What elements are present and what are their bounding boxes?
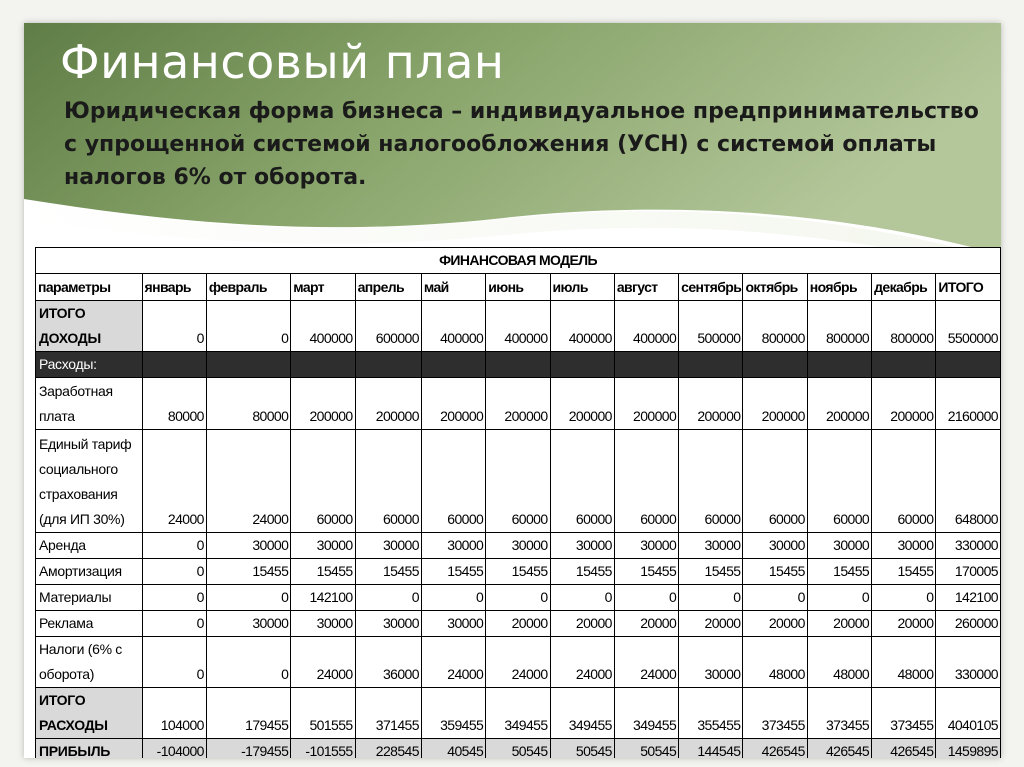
column-header: апрель [355,274,421,301]
table-cell: 0 [206,301,290,352]
table-cell: 30000 [486,533,550,559]
column-header: параметры [36,274,143,301]
table-cell: 200000 [807,378,871,430]
table-cell: 500000 [679,301,743,352]
row-label: Материалы [36,585,143,611]
row-label: Реклама [36,611,143,637]
table-cell: 330000 [936,637,1001,688]
table-cell: 200000 [743,378,807,430]
row-label: Заработная плата [36,378,143,430]
table-cell: 30000 [355,611,421,637]
column-header: сентябрь [679,274,743,301]
table-cell: -179455 [206,739,290,759]
table-cell: 40545 [421,739,485,759]
row-label: ИТОГО ДОХОДЫ [36,301,143,352]
table-cell: 60000 [614,430,678,533]
table-cell: 30000 [421,533,485,559]
financial-model-table [35,247,1001,758]
table-row [36,559,1001,585]
table-cell: 30000 [291,533,355,559]
table-cell: 30000 [872,533,936,559]
row-label: Амортизация [36,559,143,585]
table-cell: 228545 [355,739,421,759]
table-cell: 400000 [486,301,550,352]
slide [24,23,1001,758]
table-cell: 349455 [486,688,550,739]
column-header: январь [142,274,206,301]
table-row [36,533,1001,559]
table-cell: -101555 [291,739,355,759]
table-cell: 426545 [872,739,936,759]
row-label: ПРИБЫЛЬ [36,739,143,759]
table-cell [807,352,871,378]
page-subtitle: Юридическая форма бизнеса – индивидуальное предпринимательство с упрощенной системой налогообложения (УСН) с системой оплаты налогов 6% от оборота. [64,99,979,190]
column-header: март [291,274,355,301]
table-cell: 426545 [743,739,807,759]
table-cell: 50545 [550,739,614,759]
table-cell: 0 [355,585,421,611]
table-cell [872,352,936,378]
row-label: Расходы: [36,352,143,378]
column-header: июль [550,274,614,301]
table-row [36,301,1001,352]
table-cell: 20000 [743,611,807,637]
table-cell: 20000 [550,611,614,637]
table-row [36,378,1001,430]
table-cell: 60000 [550,430,614,533]
table-cell: 349455 [550,688,614,739]
column-header: декабрь [872,274,936,301]
table-cell: 0 [614,585,678,611]
table-cell: 0 [807,585,871,611]
row-label: Единый тариф социального страхования (для ИП 30%) [36,430,143,533]
table-cell: 30000 [679,637,743,688]
row-label: Налоги (6% с оборота) [36,637,143,688]
table-cell: 48000 [807,637,871,688]
table-cell: 20000 [486,611,550,637]
table-cell: 359455 [421,688,485,739]
table-cell: 1459895 [936,739,1001,759]
table-row [36,739,1001,759]
table-cell: 36000 [355,637,421,688]
table-cell: 30000 [807,533,871,559]
table-cell [486,352,550,378]
column-header: ноябрь [807,274,871,301]
table-cell: 104000 [142,688,206,739]
row-label: ИТОГО РАСХОДЫ [36,688,143,739]
table-cell: 60000 [679,430,743,533]
row-label: Аренда [36,533,143,559]
table-cell: 15455 [550,559,614,585]
table-cell: 15455 [486,559,550,585]
table-cell: 373455 [743,688,807,739]
table-cell: 200000 [550,378,614,430]
table-cell: 400000 [291,301,355,352]
table-cell: 50545 [614,739,678,759]
table-cell: 60000 [486,430,550,533]
table-cell [743,352,807,378]
table-cell: 373455 [807,688,871,739]
table-cell [421,352,485,378]
table-cell: 15455 [807,559,871,585]
table-cell: 200000 [614,378,678,430]
table-row [36,688,1001,739]
table-cell: 330000 [936,533,1001,559]
table-cell: 0 [142,585,206,611]
table-cell: 30000 [355,533,421,559]
table-cell: 648000 [936,430,1001,533]
table-cell: 30000 [679,533,743,559]
column-header: май [421,274,485,301]
table-cell: 142100 [936,585,1001,611]
table-cell: 0 [550,585,614,611]
table-cell: 20000 [614,611,678,637]
table-cell: 30000 [421,611,485,637]
table-cell: 400000 [614,301,678,352]
table-cell: 0 [206,637,290,688]
table-cell: 349455 [614,688,678,739]
table-header-row [36,274,1001,301]
table-cell: 15455 [291,559,355,585]
table-cell: 2160000 [936,378,1001,430]
table-cell: 20000 [679,611,743,637]
table-cell: 30000 [291,611,355,637]
table-cell: 0 [142,533,206,559]
table-cell: 200000 [421,378,485,430]
table-cell: 0 [679,585,743,611]
table-cell: 200000 [679,378,743,430]
table-cell: 200000 [486,378,550,430]
table-cell: 30000 [614,533,678,559]
table-cell: 15455 [421,559,485,585]
page-title: Финансовый план [60,35,505,89]
table-cell: 80000 [142,378,206,430]
table-cell: 373455 [872,688,936,739]
table-cell: 170005 [936,559,1001,585]
table-cell: 30000 [743,533,807,559]
table-cell [614,352,678,378]
table-cell: 15455 [679,559,743,585]
table-cell: 24000 [614,637,678,688]
table-cell: 48000 [872,637,936,688]
table-cell: 60000 [872,430,936,533]
table-cell: 24000 [550,637,614,688]
table-cell: 501555 [291,688,355,739]
table-cell: 0 [142,637,206,688]
column-header: ИТОГО [936,274,1001,301]
table-cell: 60000 [421,430,485,533]
table-cell: 200000 [872,378,936,430]
table-cell: 0 [872,585,936,611]
table-cell: 371455 [355,688,421,739]
table-cell: 24000 [291,637,355,688]
table-cell: 0 [743,585,807,611]
table-cell: 24000 [142,430,206,533]
table-cell: 800000 [807,301,871,352]
table-cell: 400000 [550,301,614,352]
table-cell: 0 [142,559,206,585]
table-cell: 15455 [614,559,678,585]
table-caption: ФИНАНСОВАЯ МОДЕЛЬ [36,248,1001,274]
table-cell: 5500000 [936,301,1001,352]
table-cell: 0 [206,585,290,611]
table-cell: 800000 [743,301,807,352]
table-cell [679,352,743,378]
table-cell: 60000 [355,430,421,533]
table-cell: 400000 [421,301,485,352]
table-cell: 30000 [206,611,290,637]
table-cell: 200000 [291,378,355,430]
table-cell: 260000 [936,611,1001,637]
table-cell: 15455 [206,559,290,585]
column-header: февраль [206,274,290,301]
table-row [36,585,1001,611]
table-cell: 60000 [743,430,807,533]
table-cell: 4040105 [936,688,1001,739]
table-row [36,637,1001,688]
table-cell: 200000 [355,378,421,430]
table-cell: 80000 [206,378,290,430]
table-cell: 800000 [872,301,936,352]
table-cell: 600000 [355,301,421,352]
column-header: август [614,274,678,301]
table-cell: 24000 [421,637,485,688]
table-cell: 0 [142,301,206,352]
table-cell [142,352,206,378]
table-cell: 20000 [807,611,871,637]
table-cell: 142100 [291,585,355,611]
table-cell: 30000 [206,533,290,559]
table-cell: 0 [142,611,206,637]
table-cell [206,352,290,378]
table-cell [291,352,355,378]
table-cell: -104000 [142,739,206,759]
table-cell: 48000 [743,637,807,688]
table-cell: 30000 [550,533,614,559]
table-row [36,430,1001,533]
column-header: июнь [486,274,550,301]
table-cell: 24000 [206,430,290,533]
table-cell: 355455 [679,688,743,739]
table-cell: 0 [486,585,550,611]
table-row [36,611,1001,637]
table-cell: 60000 [807,430,871,533]
table-row [36,352,1001,378]
table-cell [936,352,1001,378]
table-caption-row [36,248,1001,274]
table-cell: 144545 [679,739,743,759]
table-cell: 20000 [872,611,936,637]
table-cell: 15455 [743,559,807,585]
column-header: октябрь [743,274,807,301]
table-cell [355,352,421,378]
table-cell: 0 [421,585,485,611]
table-cell: 15455 [872,559,936,585]
table-cell: 179455 [206,688,290,739]
table-cell: 15455 [355,559,421,585]
table-cell: 60000 [291,430,355,533]
table-cell: 50545 [486,739,550,759]
table-cell [550,352,614,378]
table-cell: 426545 [807,739,871,759]
table-cell: 24000 [486,637,550,688]
